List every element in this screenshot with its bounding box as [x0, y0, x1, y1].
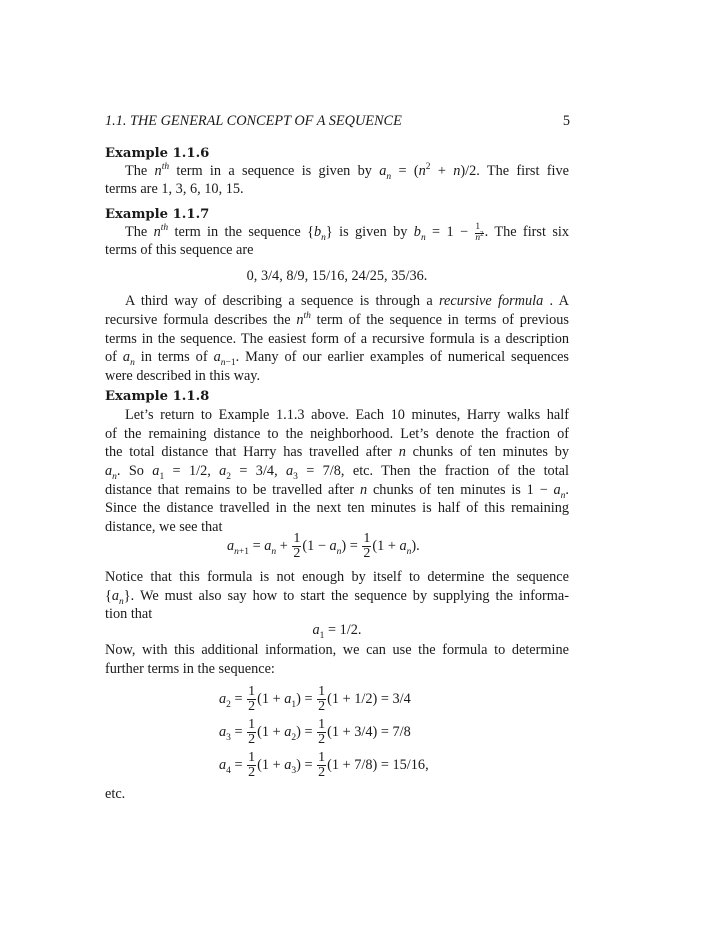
example-1-1-7-line-1: The $n^{th}$ term in the sequence $\{b_n\}$ is given by $b_n = 1$ − $\frac{1}{n^2}$ . The first six	[125, 222, 570, 243]
example-1-1-8-line-2: of the remaining distance to the neighborhood. Let’s denote the fraction of	[105, 426, 569, 442]
example-1-1-8-line-4: $a_n$. So $a_1 = 1/2$, $a_2 = 3/4$, $a_3 = 7/8$, etc. Then the fraction of the total	[105, 463, 569, 482]
example-1-1-8-line-5: distance that remains to be travelled after n chunks of ten minutes is $1 - a_n$.	[105, 482, 569, 501]
example-1-1-8-line-7: distance, we see that	[105, 519, 223, 535]
example-1-1-7-terms: 0, 3/4, 8/9, 15/16, 24/25, 35/36.	[246, 268, 428, 284]
running-header: 1.1. THE GENERAL CONCEPT OF A SEQUENCE	[105, 113, 402, 129]
now-line-1: Now, with this additional information, we can use the formula to determine	[105, 642, 569, 658]
example-1-1-7-heading: Example 1.1.7	[105, 207, 210, 222]
notice-line-1: Notice that this formula is not enough by itself to determine the sequence	[105, 569, 569, 585]
equation-a4: $a_4$ = $\frac{1}{2}$ $(1 + a_3)$ = $\frac{1}{2}$ (1 + 7/8) = 15/16,	[219, 749, 429, 780]
initial-var: a	[312, 622, 320, 638]
first-five-terms: 1, 3, 6, 10, 15.	[161, 181, 244, 197]
recursive-para-line-2: recursive formula describes the $n^{th}$ term of the sequence in terms of previous	[105, 311, 569, 328]
example-1-1-8-line-1: Let’s return to Example 1.1.3 above. Each 10 minutes, Harry walks half	[125, 407, 569, 423]
example-1-1-6-heading: Example 1.1.6	[105, 146, 210, 161]
closing-etc: etc.	[105, 786, 126, 802]
initial-condition: $a_1 = 1/2$.	[312, 622, 362, 641]
equation-a2: $a_2$ = $\frac{1}{2}$ $(1 + a_1)$ = $\frac{1}{2}$ (1 + 1/2) = 3/4	[219, 683, 411, 714]
example-1-1-8-line-3: the total distance that Harry has travelled after n chunks of ten minutes by	[105, 444, 569, 460]
initial-value: = 1/2.	[328, 622, 362, 638]
notice-line-3: tion that	[105, 606, 153, 622]
now-line-2: further terms in the sequence:	[105, 661, 275, 677]
recursive-para-line-5: were described in this way.	[105, 368, 261, 384]
example-1-1-8-heading: Example 1.1.8	[105, 389, 210, 404]
recurrence-equation: $a_{n+1} = a_n$ + $\frac{1}{2}$ $(1 - a_n)$ = $\frac{1}{2}$ $(1 + a_n)$.	[227, 530, 420, 561]
recursive-formula-emph: recursive formula	[439, 293, 544, 309]
example-1-1-6-line-1: The $n^{th}$ term in a sequence is given by $a_n = (n^2 + n)/2$. The first five	[125, 162, 569, 182]
example-1-1-8-line-6: Since the distance travelled in the next ten minutes is half of this remaining	[105, 500, 569, 516]
recursive-para-line-1: A third way of describing a sequence is through a recursive formula . A	[125, 293, 569, 309]
example-1-1-6-line-2: terms are 1, 3, 6, 10, 15.	[105, 181, 244, 197]
page-number: 5	[562, 113, 570, 129]
example-1-1-7-line-2: terms of this sequence are	[105, 242, 254, 258]
notice-line-2: $\{a_n\}$. We must also say how to start the sequence by supplying the informa-	[105, 588, 569, 607]
equation-a3: $a_3$ = $\frac{1}{2}$ $(1 + a_2)$ = $\frac{1}{2}$ (1 + 3/4) = 7/8	[219, 716, 411, 747]
recursive-para-line-4: of $a_n$ in terms of $a_{n-1}$. Many of our earlier examples of numerical sequences	[105, 349, 569, 368]
recursive-para-line-3: terms in the sequence. The easiest form of a recursive formula is a description	[105, 331, 569, 347]
